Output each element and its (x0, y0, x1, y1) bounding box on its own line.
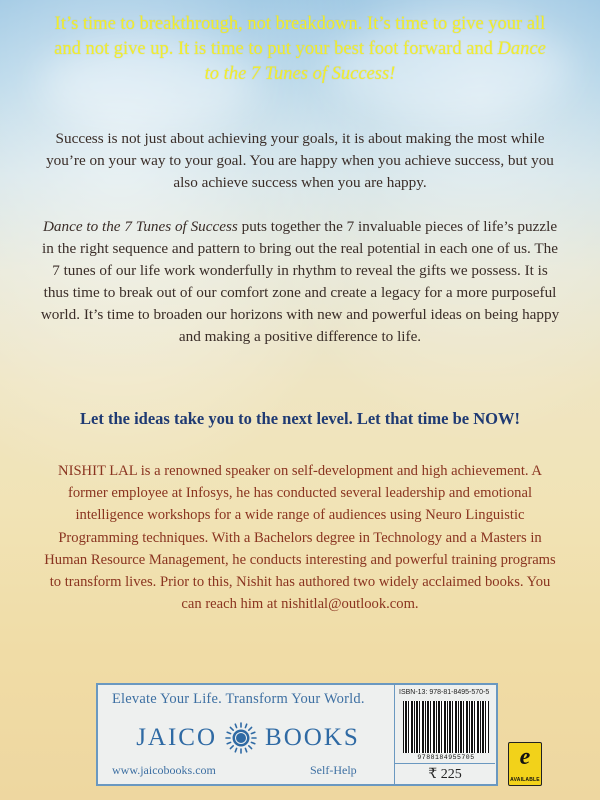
book-title: Dance to the 7 Tunes of Success (42, 218, 238, 235)
price: ₹ 225 (428, 767, 462, 782)
publisher-panel (96, 683, 498, 786)
genre-label: Self-Help (310, 763, 357, 777)
ebook-available-label: AVAILABLE (510, 777, 540, 783)
publisher-slogan: Elevate Your Life. Transform Your World. (112, 691, 365, 707)
barcode (403, 701, 489, 753)
paragraph-book-description (40, 216, 560, 348)
publisher-logo (108, 717, 388, 759)
paragraph-success: Success is not just about achieving your goals, it is about making the most while you’re on your way to your goal. You are happy when you achieve success, but you also achieve success when you are happy. (46, 130, 554, 191)
author-bio: NISHIT LAL is a renowned speaker on self-development and high achievement. A former employee at Infosys, he has conducted several leadership and emotional intelligence workshops for a wide range of audiences using Neuro Linguistic Programming techniques. With a Bachelors degree in Technology and a Masters in Human Resource Management, he conducts interesting and powerful training programs to transform lives. Prior to this, Nishit has authored two widely acclaimed books. You can reach him at nishitlal@outlook.com. (44, 463, 556, 613)
publisher-website[interactable]: www.jaicobooks.com (112, 763, 216, 777)
isbn-number: ISBN-13: 978-81-8495-570-5 (399, 689, 490, 696)
headline (45, 12, 555, 87)
book-description-text: puts together the 7 invaluable pieces of life’s puzzle in the right sequence and pattern to bring out the real potential in each one of us. The 7 tunes of our life work wonderfully in rhythm to reveal the gifts we possess. It is thus time to break out of our comfort zone and create a legacy for a more purposeful world. It’s time to broaden our horizons with new and powerful ideas on being happy and making a positive difference to life. (40, 218, 560, 345)
ebook-available-badge (508, 742, 542, 786)
barcode-digits: 9788184955705 (417, 754, 475, 761)
tagline: Let the ideas take you to the next level. Let that time be NOW! (80, 409, 520, 428)
jaico-sun-icon (225, 722, 257, 754)
publisher-name-right: BOOKS (265, 724, 360, 751)
ebook-icon: e (519, 744, 531, 770)
price-row (395, 763, 495, 785)
headline-emphasis: Dance to the 7 Tunes of Success! (204, 39, 546, 84)
isbn-block (394, 685, 497, 784)
headline-text: It’s time to breakthrough, not breakdown. It’s time to give your all and not give up. It is time to put your best foot forward and (54, 14, 546, 59)
publisher-name-left: JAICO (136, 724, 218, 751)
